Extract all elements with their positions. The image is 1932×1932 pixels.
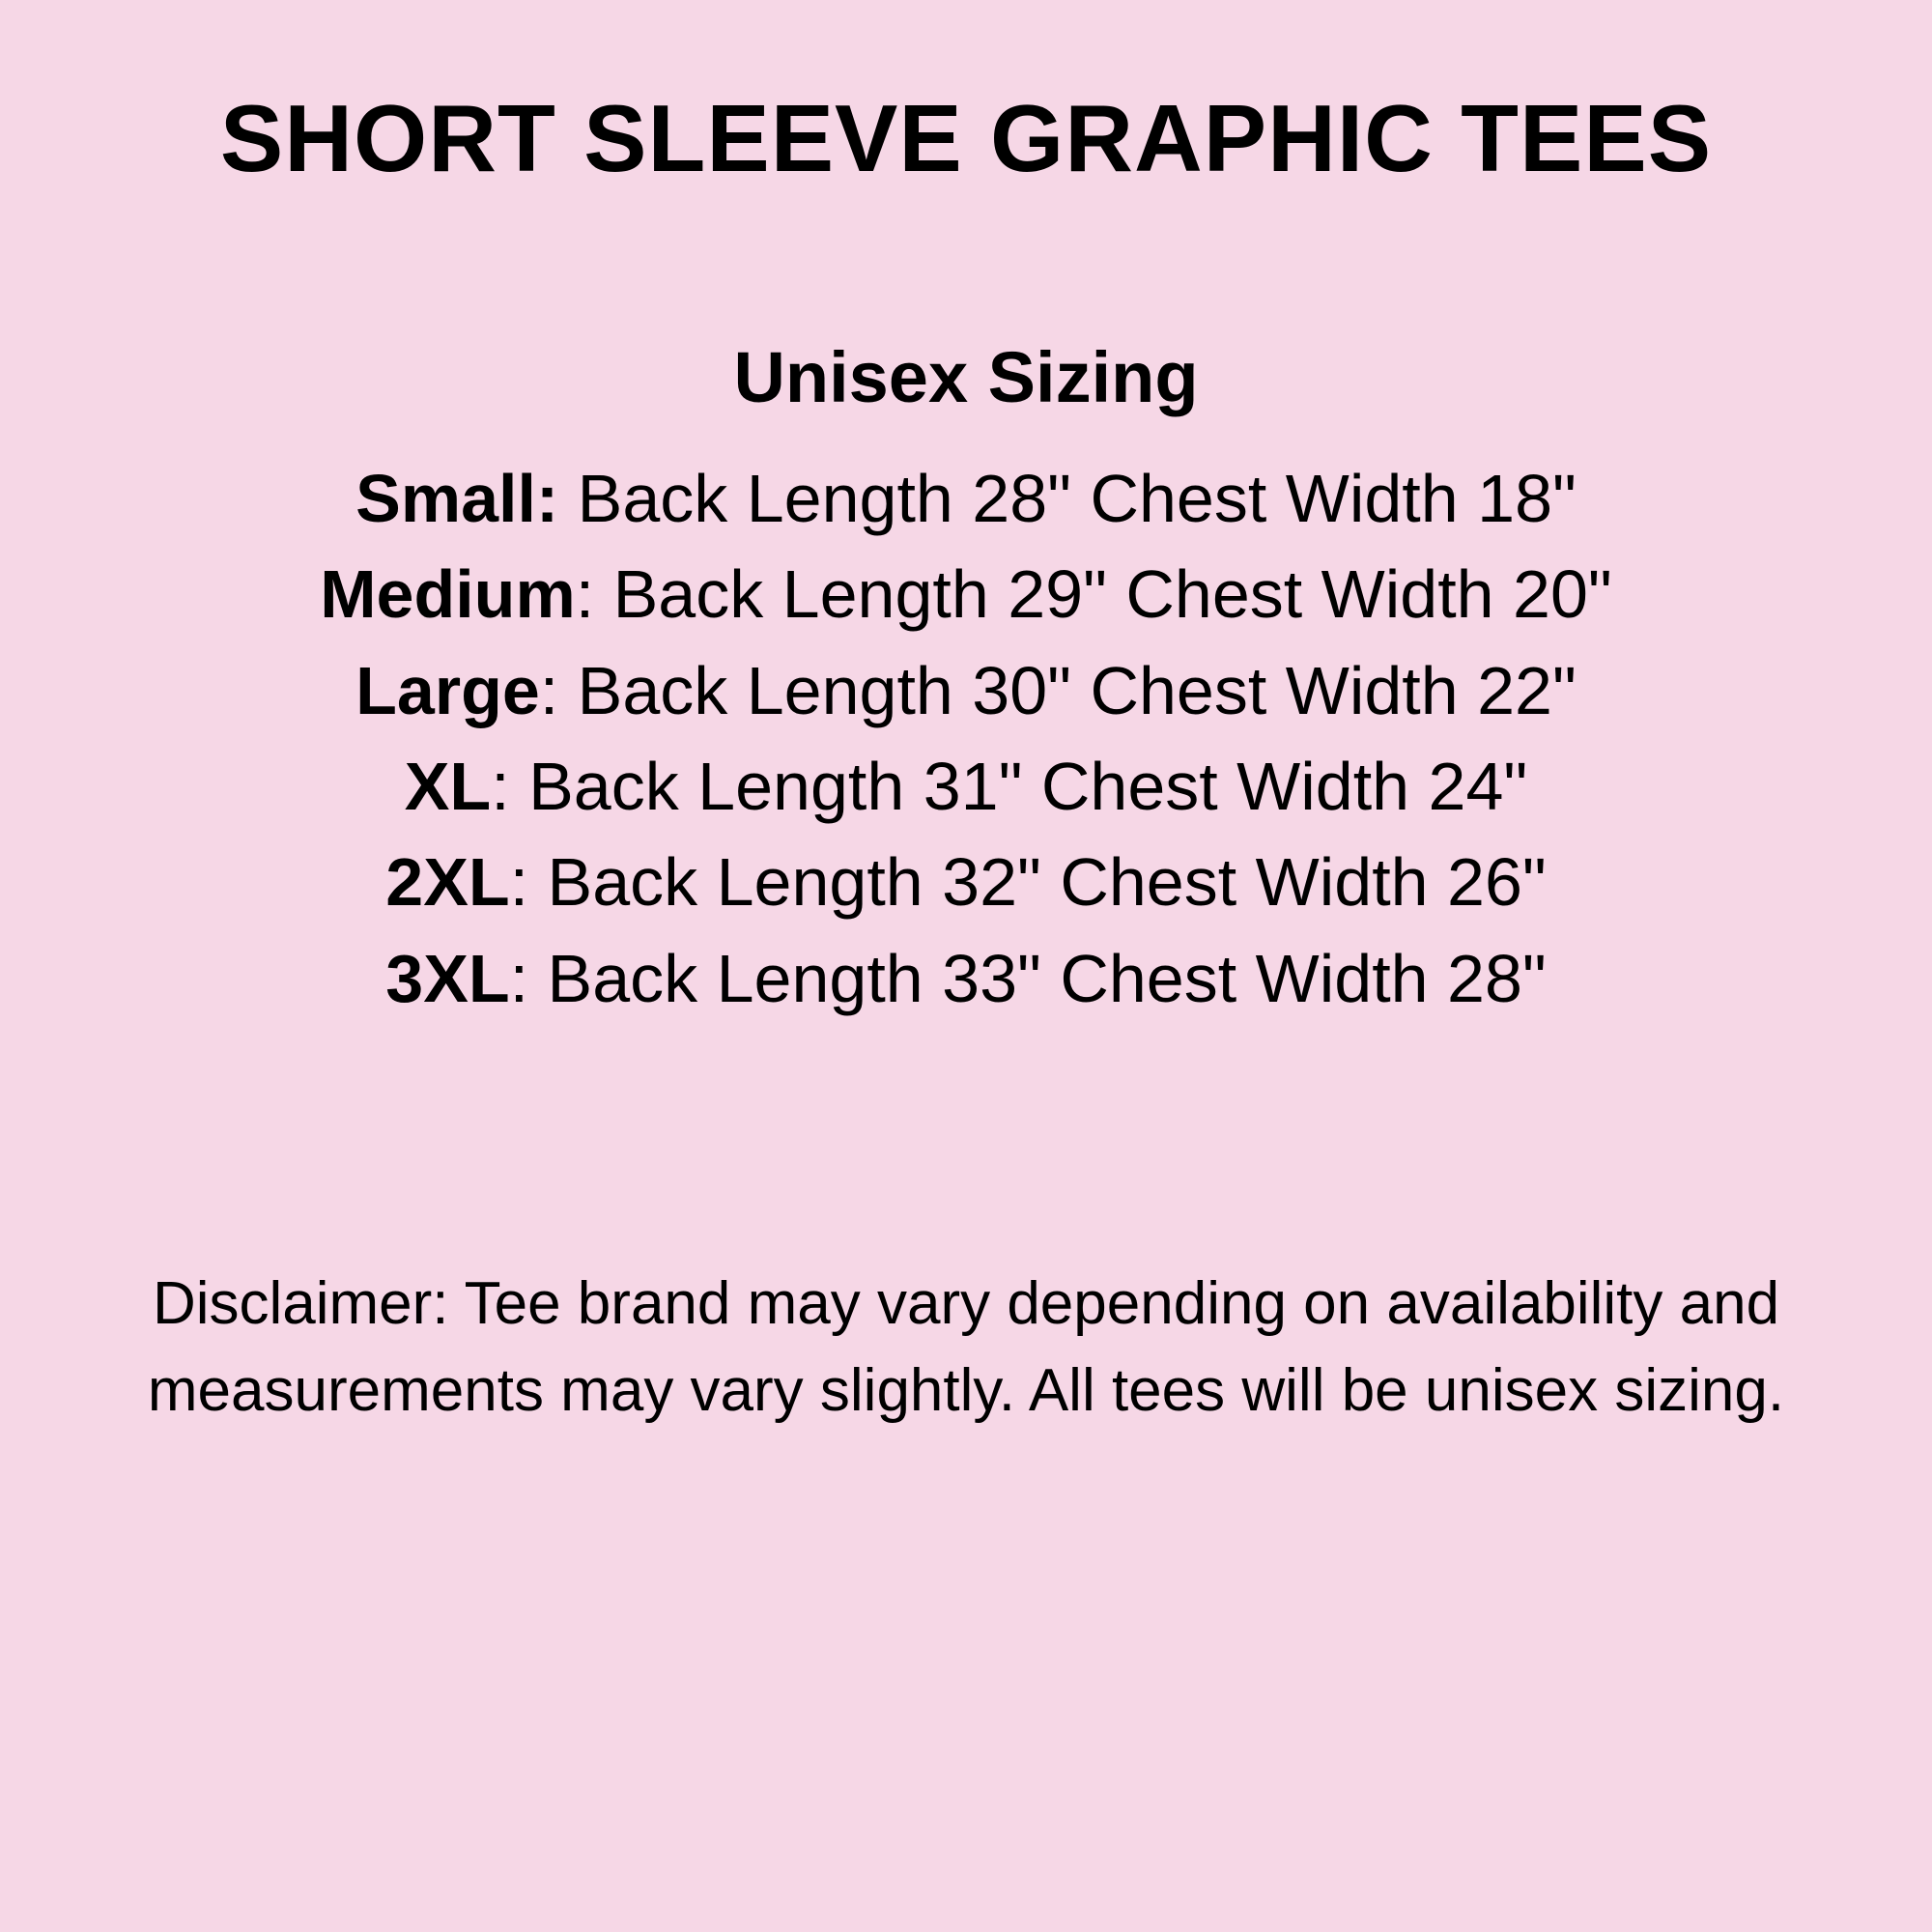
size-measurements: : Back Length 32" Chest Width 26" <box>509 844 1547 921</box>
size-list <box>68 418 1864 1027</box>
disclaimer-text: Disclaimer: Tee brand may vary depending on availability and measurements may vary slightly. All tees will be unisex sizing. <box>147 1270 1785 1425</box>
list-item <box>68 835 1864 930</box>
sizing-subtitle: Unisex Sizing <box>733 336 1199 417</box>
size-measurements: Back Length 28" Chest Width 18" <box>558 460 1577 536</box>
size-measurements: : Back Length 31" Chest Width 24" <box>491 749 1528 825</box>
list-item <box>68 931 1864 1027</box>
list-item <box>68 643 1864 739</box>
size-label: Large <box>355 652 540 728</box>
size-label: 3XL <box>385 940 510 1016</box>
list-item <box>68 739 1864 835</box>
page-title: SHORT SLEEVE GRAPHIC TEES <box>219 85 1713 191</box>
list-item <box>68 547 1864 642</box>
size-measurements: : Back Length 30" Chest Width 22" <box>539 652 1577 728</box>
size-measurements: : Back Length 29" Chest Width 20" <box>575 556 1612 633</box>
list-item <box>68 451 1864 547</box>
size-label: 2XL <box>385 844 510 921</box>
size-measurements: : Back Length 33" Chest Width 28" <box>509 940 1547 1016</box>
size-label: Medium <box>320 556 576 633</box>
size-label: Small: <box>355 460 559 536</box>
size-label: XL <box>404 749 492 825</box>
